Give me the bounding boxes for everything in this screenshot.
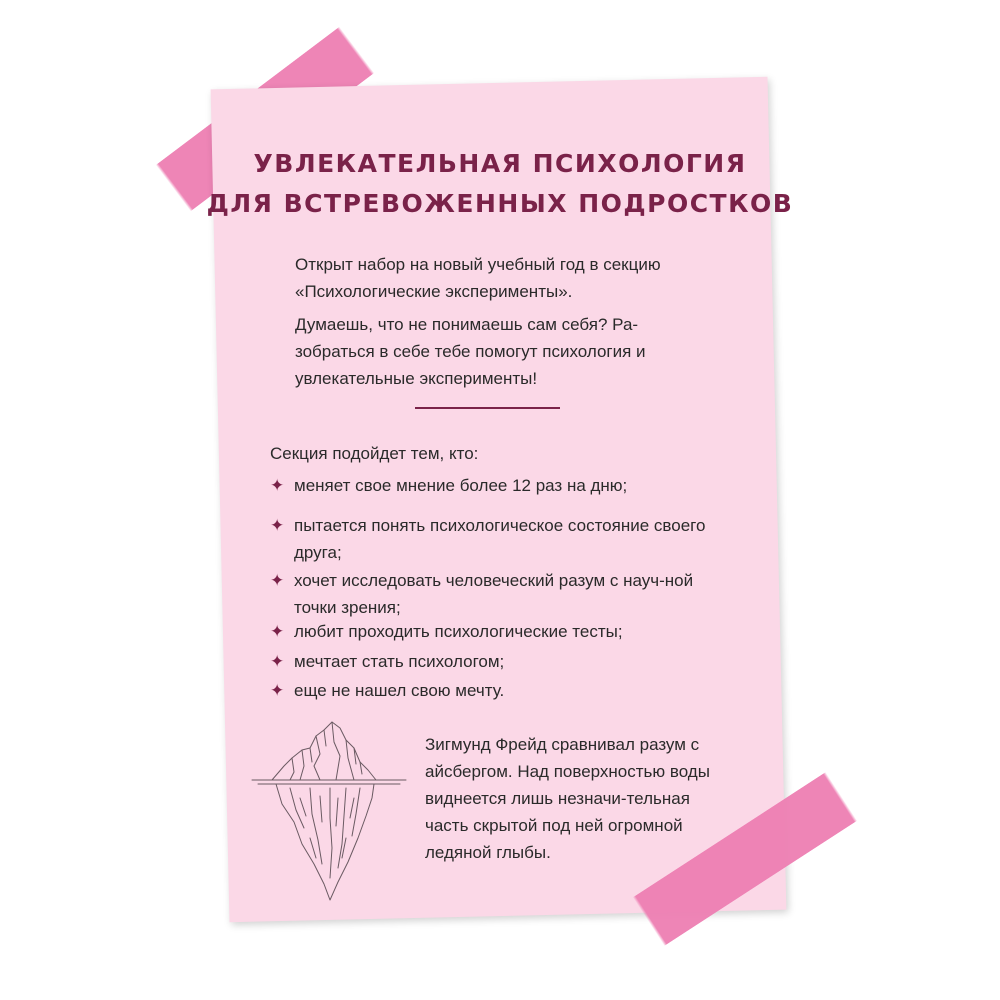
four-point-star-icon: ✦ xyxy=(270,516,285,535)
list-item-text: меняет свое мнение более 12 раз на дню; xyxy=(294,476,628,495)
title-line-1: УВЛЕКАТЕЛЬНАЯ ПСИХОЛОГИЯ xyxy=(253,149,747,178)
list-item xyxy=(270,512,720,566)
list-item-text: мечтает стать психологом; xyxy=(294,652,505,671)
list-item xyxy=(270,567,720,621)
list-item-text: еще не нашел свою мечту. xyxy=(294,681,505,700)
freud-quote: Зигмунд Фрейд сравнивал разум с айсбергом. Над поверхностью воды виднеется лишь незначи-тельная часть скрытой под ней огромной ледяной глыбы. xyxy=(425,735,710,862)
title-line-2: ДЛЯ ВСТРЕВОЖЕННЫХ ПОДРОСТКОВ xyxy=(206,189,794,218)
intro-paragraph-2: Думаешь, что не понимаешь сам себя? Ра-зобраться в себе тебе помогут психология и увлекательные эксперименты! xyxy=(295,315,646,388)
four-point-star-icon: ✦ xyxy=(270,652,285,671)
section-lead: Секция подойдет тем, кто: xyxy=(270,444,479,463)
list-item-text: хочет исследовать человеческий разум с науч-ной точки зрения; xyxy=(294,571,694,617)
list-item xyxy=(270,648,720,675)
list-item-text: любит проходить психологические тесты; xyxy=(294,622,623,641)
iceberg-illustration xyxy=(250,718,410,903)
four-point-star-icon: ✦ xyxy=(270,571,285,590)
four-point-star-icon: ✦ xyxy=(270,622,285,641)
four-point-star-icon: ✦ xyxy=(270,681,285,700)
list-item-text: пытается понять психологическое состояние своего друга; xyxy=(294,516,706,562)
four-point-star-icon: ✦ xyxy=(270,476,285,495)
list-item xyxy=(270,618,720,645)
intro-paragraph-1: Открыт набор на новый учебный год в секцию «Психологические эксперименты». xyxy=(295,255,661,301)
divider xyxy=(415,407,560,409)
flyer-title xyxy=(0,144,1000,224)
list-item xyxy=(270,472,720,499)
list-item xyxy=(270,677,720,704)
